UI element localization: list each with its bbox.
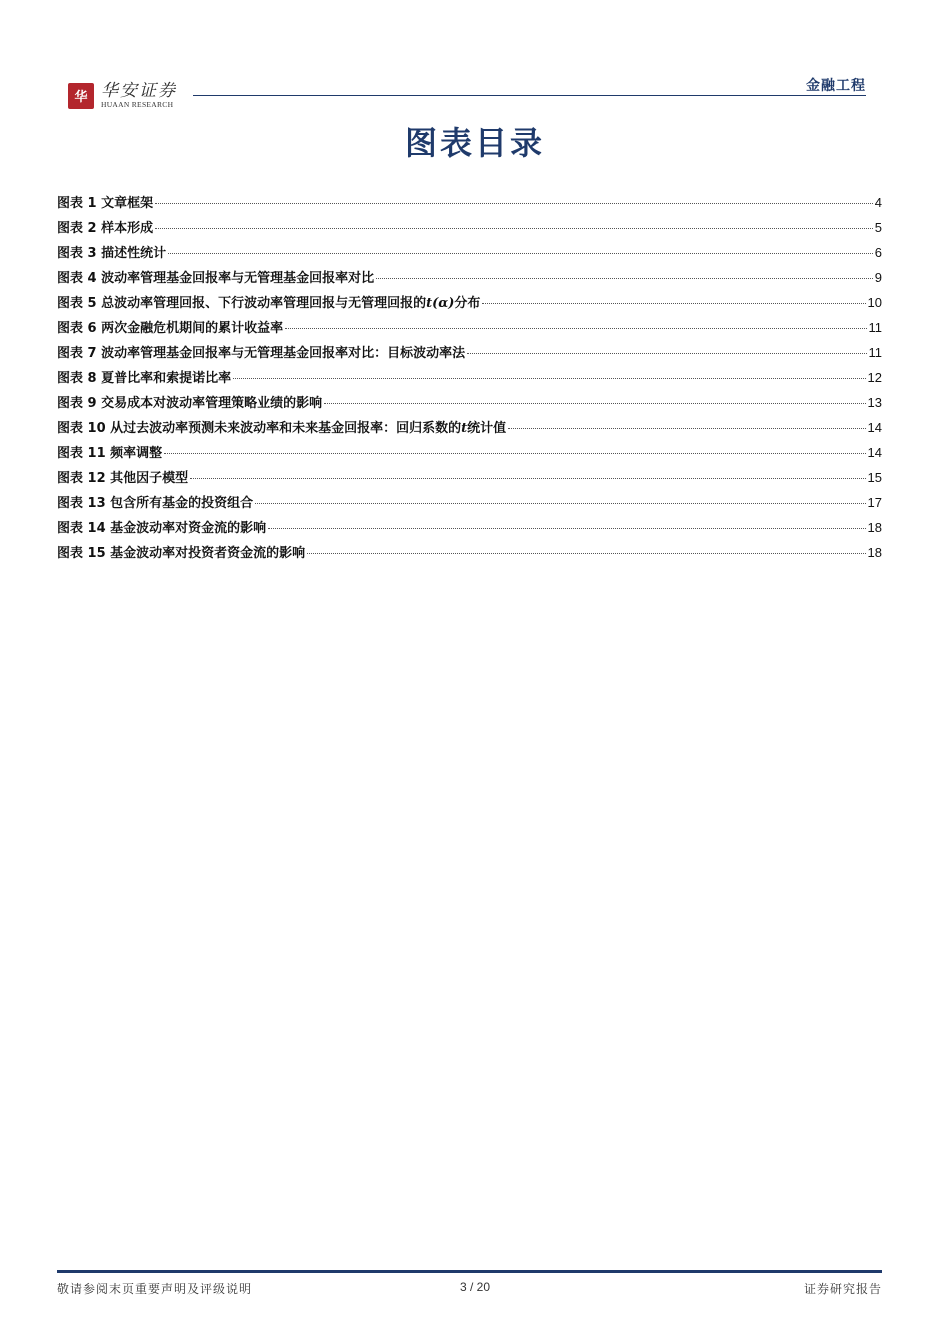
toc-entry-page: 14: [867, 445, 882, 460]
document-type: 证券研究报告: [803, 1282, 882, 1296]
toc-entry-label: 图表 4 波动率管理基金回报率与无管理基金回报率对比: [57, 271, 375, 286]
toc-entry-page: 11: [868, 345, 882, 360]
footer-disclaimer: 敬请参阅末页重要声明及评级说明: [57, 1282, 253, 1296]
toc-dot-leader: [190, 478, 865, 479]
toc-entry[interactable]: [57, 242, 882, 267]
toc-entry-page: 10: [867, 295, 882, 310]
logo-seal: 华: [68, 83, 94, 109]
toc-entry-math: t: [461, 421, 468, 436]
toc-dot-leader: [155, 203, 873, 204]
toc-dot-leader: [268, 528, 865, 529]
toc-entry-label-prefix: 图表 5 总波动率管理回报、下行波动率管理回报与无管理回报的: [57, 296, 427, 311]
toc-entry-label: 图表 13 包含所有基金的投资组合: [57, 496, 254, 511]
toc-dot-leader: [164, 453, 865, 454]
page-title: 图表目录: [404, 124, 545, 162]
toc-entry[interactable]: [57, 517, 882, 542]
toc-entry-label: 图表 2 样本形成: [57, 221, 154, 236]
toc-entry[interactable]: [57, 192, 882, 217]
header-category: 金融工程: [806, 78, 866, 94]
toc-dot-leader: [307, 553, 865, 554]
toc-entry-label: [57, 417, 506, 436]
toc-entry-label: 图表 8 夏普比率和索提诺比率: [57, 371, 232, 386]
toc-entry-page: 4: [874, 195, 882, 210]
toc-entry-label: 图表 14 基金波动率对资金流的影响: [57, 521, 267, 536]
toc-dot-leader: [168, 253, 873, 254]
toc-entry-page: 13: [867, 395, 882, 410]
toc-entry-label: 图表 6 两次金融危机期间的累计收益率: [57, 321, 284, 336]
toc-dot-leader: [376, 278, 873, 279]
toc-entry-page: 11: [868, 320, 882, 335]
toc-entry[interactable]: [57, 392, 882, 417]
toc-entry-label: 图表 9 交易成本对波动率管理策略业绩的影响: [57, 396, 323, 411]
toc-dot-leader: [233, 378, 865, 379]
toc-entry[interactable]: [57, 217, 882, 242]
toc-entry-page: 18: [867, 545, 882, 560]
toc-entry-label-suffix: 统计值: [467, 421, 507, 436]
header-divider: [193, 95, 866, 96]
toc-entry[interactable]: [57, 267, 882, 292]
toc-dot-leader: [285, 328, 866, 329]
toc-dot-leader: [155, 228, 873, 229]
footer-divider: [57, 1270, 882, 1273]
toc-entry-page: 18: [867, 520, 882, 535]
toc-entry[interactable]: [57, 417, 882, 442]
toc-entry-math: t(α): [426, 296, 455, 311]
page-indicator: 3 / 20: [459, 1280, 491, 1294]
toc-entry-label: [57, 292, 480, 311]
toc-dot-leader: [482, 303, 865, 304]
toc-entry-page: 5: [874, 220, 882, 235]
toc-entry-page: 15: [867, 470, 882, 485]
toc-entry[interactable]: [57, 292, 882, 317]
toc-entry-page: 9: [874, 270, 882, 285]
company-logo: [68, 82, 177, 109]
toc-dot-leader: [255, 503, 865, 504]
toc-entry[interactable]: [57, 342, 882, 367]
toc-entry[interactable]: [57, 317, 882, 342]
logo-english-name: HUAAN RESEARCH: [101, 100, 174, 109]
toc-entry-label: 图表 7 波动率管理基金回报率与无管理基金回报率对比：目标波动率法: [57, 346, 466, 361]
toc-entry-label-prefix: 图表 10 从过去波动率预测未来波动率和未来基金回报率：回归系数的: [57, 421, 462, 436]
toc-entry-label-suffix: 分布: [454, 296, 481, 311]
toc-entry-label: 图表 11 频率调整: [57, 446, 163, 461]
toc-entry-page: 14: [867, 420, 882, 435]
toc-entry[interactable]: [57, 492, 882, 517]
toc-entry-page: 12: [867, 370, 882, 385]
toc-entry-label: 图表 3 描述性统计: [57, 246, 167, 261]
toc-entry-label: 图表 1 文章框架: [57, 196, 154, 211]
toc-dot-leader: [467, 353, 866, 354]
toc-entry-page: 17: [867, 495, 882, 510]
toc-entry[interactable]: [57, 367, 882, 392]
toc-entry-page: 6: [874, 245, 882, 260]
toc-entry[interactable]: [57, 442, 882, 467]
logo-chinese-name: 华安证券: [101, 81, 177, 101]
toc-dot-leader: [508, 428, 865, 429]
table-of-figures: [57, 192, 882, 567]
toc-entry-label: 图表 15 基金波动率对投资者资金流的影响: [57, 546, 306, 561]
toc-entry[interactable]: [57, 467, 882, 492]
toc-dot-leader: [324, 403, 865, 404]
toc-entry[interactable]: [57, 542, 882, 567]
toc-entry-label: 图表 12 其他因子模型: [57, 471, 189, 486]
